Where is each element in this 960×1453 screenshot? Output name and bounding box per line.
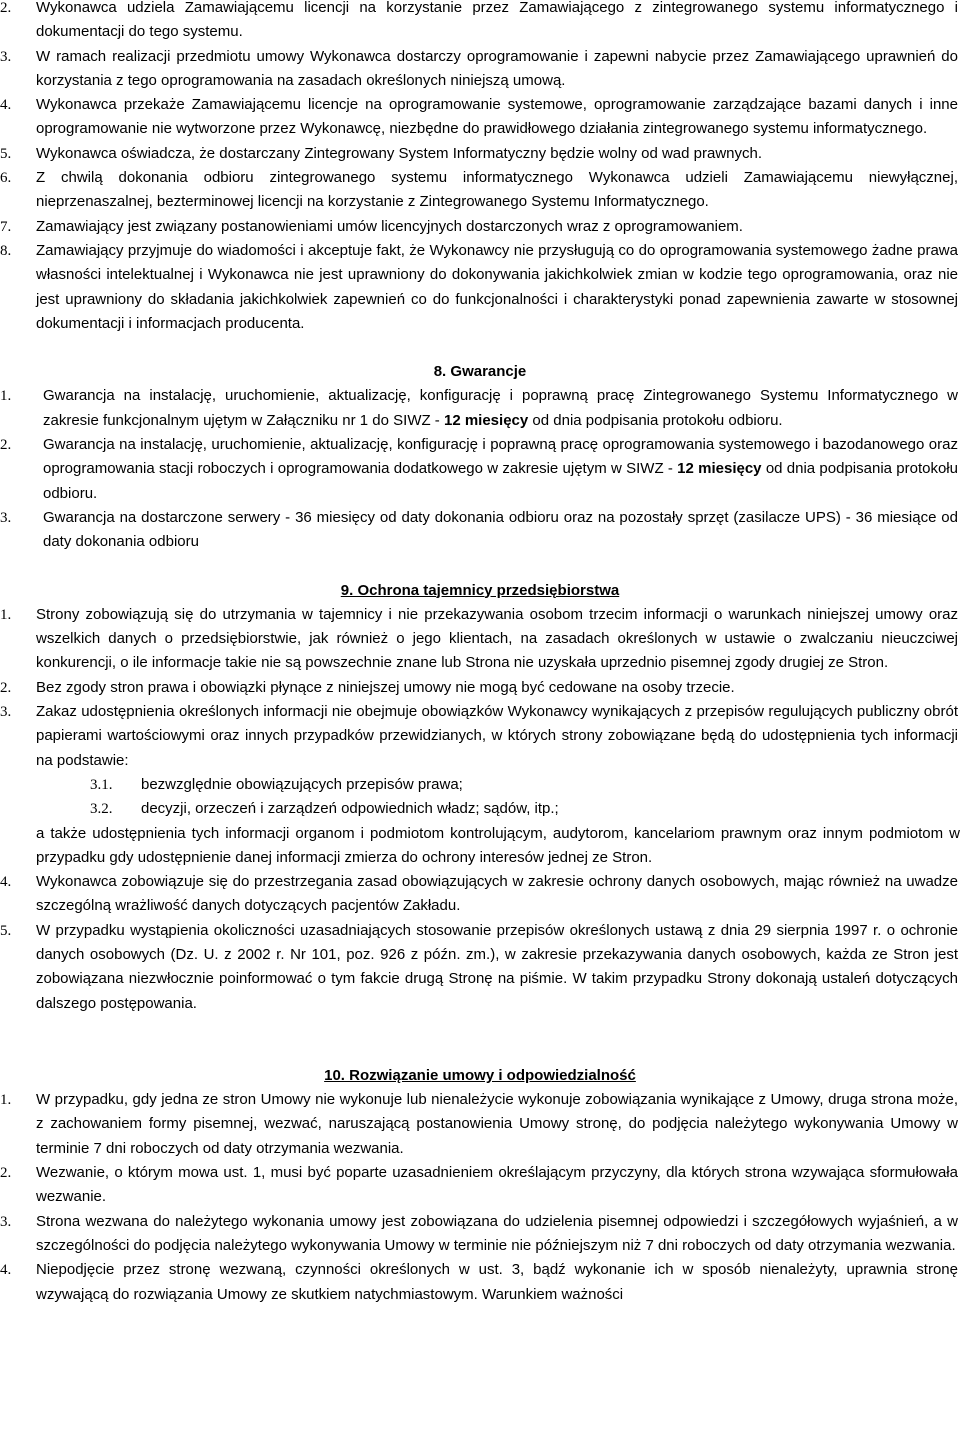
list-item: [0, 870, 960, 919]
item-text: decyzji, orzeczeń i zarządzeń odpowiednich władz; sądów, itp.;: [141, 800, 559, 818]
item-text: Zakaz udostępnienia określonych informacji nie obejmuje obowiązków Wykonawcy wynikających z przepisów regulujących publiczny obrót papierami wartościowymi oraz innych przypadków przewidzianych, w których strony zobowiązane będą do udostępnienia tych informacji na podstawie:: [36, 703, 958, 769]
list-item: [0, 239, 960, 336]
item-number: 7.: [0, 218, 12, 235]
item-text: W przypadku wystąpienia okoliczności uzasadniających stosowanie przepisów określonych ustawą z dnia 29 sierpnia 1997 r. o ochronie danych osobowych (Dz. U. z 2002 r. Nr 101, poz. 926 z późn. zm.), w zakresie przekazywania danych osobowych, każda ze Stron jest zobowiązana niezwłocznie poinformować o tym fakcie drugą Stronę na piśmie. W takim przypadku Strony dokonają ustaleń dotyczących dalszego postępowania.: [36, 921, 958, 1012]
item-number: 4.: [0, 874, 12, 891]
section-heading-text: 9. Ochrona tajemnicy przedsiębiorstwa: [340, 581, 620, 599]
list-item: [0, 506, 960, 555]
item-text: Z chwilą dokonania odbioru zintegrowanego systemu informatycznego Wykonawca udzieli Zamawiającemu niewyłącznej, nieprzenaszalnej, bezterminowej licencji na korzystanie z Zintegrowanego Systemu Informatycznego.: [36, 169, 958, 211]
sub-list-item: [0, 773, 960, 797]
item-number: 2.: [0, 437, 12, 454]
section-heading: 8. Gwarancje: [433, 363, 527, 381]
item-number: 3.: [0, 48, 12, 65]
list-item: [0, 676, 960, 700]
list-item: [0, 166, 960, 215]
list-item: [0, 93, 960, 142]
item-text: od dnia podpisania protokołu odbioru.: [43, 460, 958, 502]
list-item: [0, 1258, 960, 1307]
item-text: od dnia podpisania protokołu odbioru.: [528, 411, 783, 429]
list-item: [0, 1088, 960, 1161]
item-text: Wezwanie, o którym mowa ust. 1, musi być poparte uzasadnieniem określającym przyczyny, dla których strona wzywająca sformułowała wezwanie.: [36, 1164, 958, 1206]
item-text: Niepodjęcie przez stronę wezwaną, czynności określonych w ust. 3, bądź wykonanie ich w sposób nienależyty, uprawnia stronę wzywającą do rozwiązania Umowy ze skutkiem natychmiastowym. Warunkiem ważności: [36, 1261, 958, 1303]
item-text: W przypadku, gdy jedna ze stron Umowy nie wykonuje lub nienależycie wykonuje zobowiązania wynikające z Umowy, druga strona może, z zachowaniem formy pisemnej, wezwać, naruszającą postanowienia Umowy stronę, do podjęcia należytego wykonywania Umowy w terminie 7 dni roboczych od daty otrzymania wezwania.: [36, 1091, 958, 1157]
item-text: Zamawiający jest związany postanowieniami umów licencyjnych dostarczonych wraz z oprogramowaniem.: [36, 217, 743, 235]
section-confidentiality: [0, 579, 960, 1016]
item-number: 4.: [0, 97, 12, 114]
list-item: [0, 433, 960, 506]
sub-list-item: [0, 797, 960, 821]
list-item: [0, 1210, 960, 1259]
item-text: Zamawiający przyjmuje do wiadomości i akceptuje fakt, że Wykonawcy nie przysługują co do oprogramowania systemowego żadne prawa własności intelektualnej i Wykonawca nie jest uprawniony do dokonywania jakichkolwiek zmian w kodzie tego oprogramowania, oraz nie jest uprawniony do składania jakichkolwiek zapewnień co do funkcjonalności i charakterystyki ponad zapewnienia zawarte w stosownej dokumentacji i informacjach producenta.: [36, 241, 958, 332]
item-number: 3.: [0, 509, 12, 526]
list-item: [0, 215, 960, 239]
item-text: Wykonawca zobowiązuje się do przestrzegania zasad obowiązujących w zakresie ochrony danych osobowych, mając również na uwadze szczególną wrażliwość danych dotyczących pacjentów Zakładu.: [36, 873, 958, 915]
item-text: Strony zobowiązują się do utrzymania w tajemnicy i nie przekazywania osobom trzecim informacji o warunkach niniejszej umowy oraz wszelkich danych o przedsiębiorstwie, jak również o jego klientach, na zasadach określonych w ustawie o zwalczaniu nieuczciwej konkurencji, o ile informacje takie nie są powszechnie znane lub Strona nie uzyskała uprzednio pisemnej zgody drugiej ze Stron.: [36, 605, 958, 672]
item-number: 1.: [0, 606, 12, 623]
section-heading: [0, 1064, 960, 1088]
item-number: 5.: [0, 922, 12, 939]
item-number: 1.: [0, 1092, 12, 1109]
list-item: [0, 45, 960, 94]
list-item: [0, 603, 960, 676]
item-text: Wykonawca oświadcza, że dostarczany Zintegrowany System Informatyczny będzie wolny od wad prawnych.: [36, 144, 763, 162]
list-item: [0, 384, 960, 433]
item-text: W ramach realizacji przedmiotu umowy Wykonawca dostarczy oprogramowanie i zapewni nabycie przez Zamawiającego uprawnień do korzystania z tego oprogramowania na zasadach określonych niniejszą umową.: [36, 47, 958, 89]
continuation-text: a także udostępnienia tych informacji organom i podmiotom kontrolującym, audytorom, kancelariom prawnym oraz innym podmiotom w przypadku gdy udostępnienie danej informacji zmierza do ochrony interesów jednej ze Stron.: [36, 824, 960, 866]
license-list: [0, 0, 960, 336]
item-number: 5.: [0, 145, 12, 162]
item-number: 2.: [0, 0, 12, 16]
item-text: Gwarancja na instalację, uruchomienie, aktualizację, konfigurację i poprawną pracę oprogramowania systemowego i bazodanowego oraz oprogramowania stacji roboczych i oprogramowania dodatkowego w zakresie ujętym w SIWZ -: [43, 436, 958, 478]
list-item: [0, 142, 960, 166]
item-number: 3.2.: [90, 801, 113, 818]
list-item: [0, 0, 960, 45]
item-number: 2.: [0, 679, 12, 696]
item-number: 1.: [0, 388, 12, 405]
item-number: 4.: [0, 1262, 12, 1279]
list-item: [0, 1161, 960, 1210]
item-number: 2.: [0, 1165, 12, 1182]
item-text: bezwzględnie obowiązujących przepisów prawa;: [141, 775, 463, 793]
item-number: 8.: [0, 242, 12, 259]
item-text: Wykonawca przekaże Zamawiającemu licencje na oprogramowanie systemowe, oprogramowanie zarządzające bazami danych i inne oprogramowanie nie wytworzone przez Wykonawcę, niezbędne do prawidłowego działania zintegrowanego systemu informatycznego.: [36, 96, 958, 138]
list-item: [0, 919, 960, 1016]
item-bold-text: 12 miesięcy: [443, 411, 529, 429]
section-heading: [0, 579, 960, 603]
item-number: 6.: [0, 170, 12, 187]
section-termination: [0, 1064, 960, 1307]
list-item: [0, 700, 960, 773]
item-text: Bez zgody stron prawa i obowiązki płynące z niniejszej umowy nie mogą być cedowane na osoby trzecie.: [36, 678, 735, 696]
item-text: Strona wezwana do należytego wykonania umowy jest zobowiązana do udzielenia pisemnej odpowiedzi i szczegółowych wyjaśnień, a w szczególności do podjęcia należytego wykonywania Umowy w terminie nie późniejszym niż 7 dni roboczych od daty otrzymania wezwania.: [36, 1212, 958, 1254]
item-number: 3.: [0, 1213, 12, 1230]
item-text: Wykonawca udziela Zamawiającemu licencji na korzystanie przez Zamawiającego z zintegrowanego systemu informatycznego i dokumentacji do tego systemu.: [36, 0, 958, 41]
item-text: Gwarancja na instalację, uruchomienie, aktualizację, konfigurację i poprawną pracę Zintegrowanego Systemu Informatycznego w zakresie funkcjonalnym ujętym w Załączniku nr 1 do SIWZ -: [43, 387, 958, 429]
item-text: Gwarancja na dostarczone serwery - 36 miesięcy od daty dokonania odbioru oraz na pozostały sprzęt (zasilacze UPS) - 36 miesiące od daty dokonania odbioru: [43, 508, 958, 551]
item-bold-text: 12 miesięcy: [677, 460, 762, 478]
section-heading-text: 10. Rozwiązanie umowy i odpowiedzialność: [324, 1066, 636, 1084]
item-number: 3.1.: [90, 776, 113, 793]
section-warranty: [0, 360, 960, 554]
item-number: 3.: [0, 704, 12, 721]
